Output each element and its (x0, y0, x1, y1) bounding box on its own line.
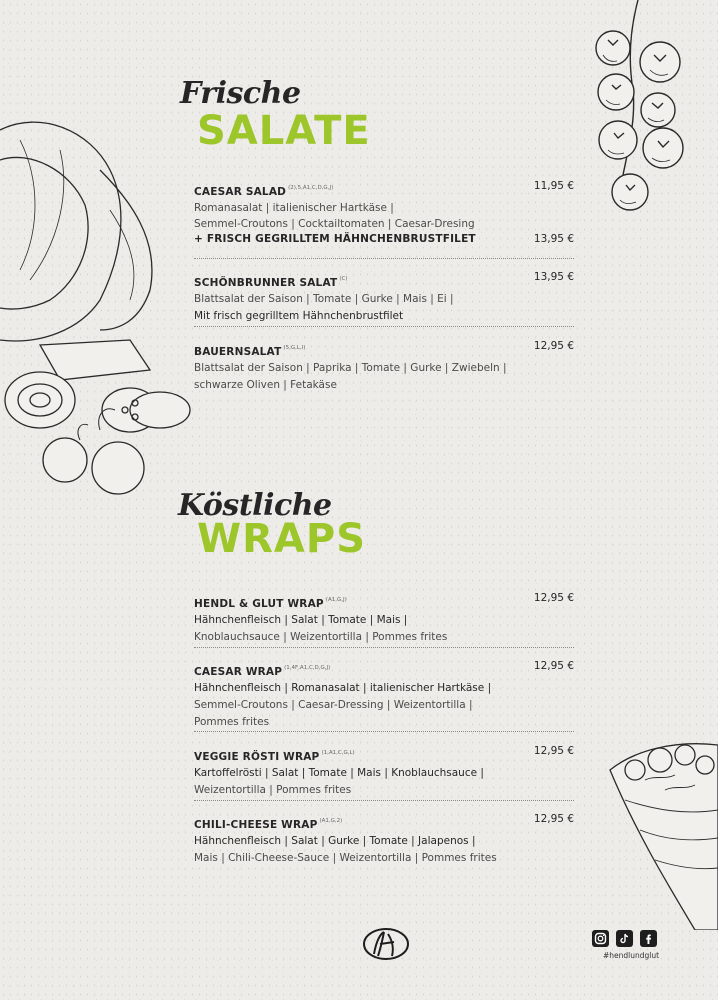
item-price: 12,95 € (533, 745, 574, 757)
item-price: 11,95 € (533, 180, 574, 192)
menu-item-caesar-salad (194, 180, 574, 232)
menu-item-schoenbrunner-salat (194, 271, 574, 324)
menu-item-caesar-wrap (194, 660, 574, 730)
item-description-line: Semmel-Croutons | Caesar-Dressing | Weizentortilla | (194, 699, 473, 711)
menu-item-bauernsalat (194, 340, 574, 393)
menu-item-chili-cheese-wrap (194, 813, 574, 866)
allergen-codes: (5,G,L,I) (283, 344, 306, 351)
item-description-line: Mais | Chili-Cheese-Sauce | Weizentortilla | Pommes frites (194, 852, 497, 864)
item-name: HENDL & GLUT WRAP $^{(A1,G,J)}$ (194, 596, 347, 610)
lettuce-vegetables-illustration (0, 110, 200, 510)
item-description-extra: Mit frisch gegrilltem Hähnchenbrustfilet (194, 310, 404, 322)
item-name: CHILI-CHEESE WRAP $^{(A1,G,2)}$ (194, 817, 343, 831)
allergen-codes: (A1,G,2) (319, 817, 343, 824)
item-description-line: Pommes frites (194, 716, 270, 728)
item-description-line: Hähnchenfleisch | Salat | Gurke | Tomate | Jalapenos | (194, 835, 476, 847)
instagram-icon[interactable] (592, 930, 609, 947)
menu-item-hendl-glut-wrap (194, 592, 574, 645)
item-description-line: Romanasalat | italienischer Hartkäse | (194, 202, 394, 214)
item-name: CAESAR WRAP $^{(1,4F,A1,C,D,G,J)}$ (194, 664, 331, 678)
item-description-line: Hähnchenfleisch | Salat | Tomate | Mais | (194, 614, 408, 626)
tiktok-icon[interactable] (616, 930, 633, 947)
item-description-line: Kartoffelrösti | Salat | Tomate | Mais | Knoblauchsauce | (194, 767, 484, 779)
item-name: CAESAR SALAD $^{(2),5,A1,C,D,G,J)}$ (194, 184, 334, 198)
facebook-icon[interactable] (640, 930, 657, 947)
tomato-vine-illustration (588, 0, 698, 230)
item-name: SCHÖNBRUNNER SALAT $^{(C)}$ (194, 275, 348, 289)
menu-item-addon-chicken (194, 233, 574, 245)
wraps-big-title: WRAPS (197, 516, 367, 562)
item-name: BAUERNSALAT $^{(5,G,L,I)}$ (194, 344, 306, 358)
wrap-illustration (605, 730, 718, 930)
item-description-line: schwarze Oliven | Fetakäse (194, 379, 337, 391)
dotted-divider (194, 326, 574, 327)
item-price: 13,95 € (533, 233, 574, 245)
wraps-script-title: Köstliche (178, 488, 332, 523)
item-description-line: Semmel-Croutons | Cocktailtomaten | Caesar-Dresing (194, 218, 475, 230)
social-icons (592, 930, 657, 947)
item-price: 12,95 € (533, 340, 574, 352)
item-description-line: Blattsalat der Saison | Tomate | Gurke | Mais | Ei | (194, 293, 454, 305)
allergen-codes: (1,4F,A1,C,D,G,J) (284, 664, 331, 671)
menu-item-veggie-roesti-wrap (194, 745, 574, 798)
item-name: VEGGIE RÖSTI WRAP $^{(1,A1,C,G,L)}$ (194, 749, 355, 763)
item-description-line: Blattsalat der Saison | Paprika | Tomate | Gurke | Zwiebeln | (194, 362, 507, 374)
allergen-codes: (2),5,A1,C,D,G,J) (288, 184, 334, 191)
item-price: 12,95 € (533, 660, 574, 672)
item-description-line: Hähnchenfleisch | Romanasalat | italienischer Hartkäse | (194, 682, 492, 694)
item-price: 13,95 € (533, 271, 574, 283)
dotted-divider (194, 258, 574, 259)
allergen-codes: (A1,G,J) (325, 596, 347, 603)
item-price: 12,95 € (533, 813, 574, 825)
item-name: + FRISCH GEGRILLTEM HÄHNCHENBRUSTFILET (194, 233, 476, 245)
salads-big-title: SALATE (197, 108, 371, 154)
hashtag-text: #hendlundglut (603, 951, 660, 960)
allergen-codes: (C) (339, 275, 348, 282)
salads-script-title: Frische (180, 76, 301, 111)
dotted-divider (194, 731, 574, 732)
brand-logo-icon (358, 924, 414, 964)
item-description-line: Knoblauchsauce | Weizentortilla | Pommes frites (194, 631, 448, 643)
item-price: 12,95 € (533, 592, 574, 604)
allergen-codes: (1,A1,C,G,L) (321, 749, 355, 756)
dotted-divider (194, 800, 574, 801)
dotted-divider (194, 647, 574, 648)
item-description-line: Weizentortilla | Pommes frites (194, 784, 352, 796)
